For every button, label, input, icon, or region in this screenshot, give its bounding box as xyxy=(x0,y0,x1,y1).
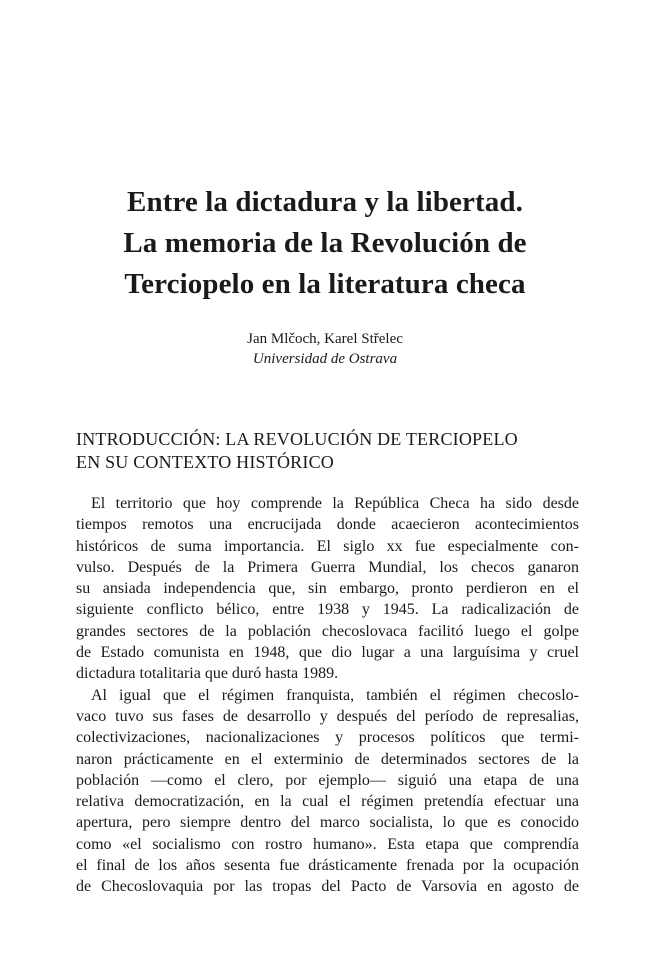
body-line: naron prácticamente en el exterminio de determinados sectores de la xyxy=(76,750,579,768)
body-line: dictadura totalitaria que duró hasta 1989. xyxy=(76,665,339,683)
body-line: su ansiada independencia que, sin embargo, pronto perdieron en el xyxy=(76,580,579,598)
title-line: La memoria de la Revolución de xyxy=(123,227,527,259)
affiliation: Universidad de Ostrava xyxy=(252,351,398,367)
section-heading xyxy=(76,428,586,474)
title-line: Entre la dictadura y la libertad. xyxy=(127,186,523,218)
title-line: Terciopelo en la literatura checa xyxy=(124,268,526,300)
body-line: tiempos remotos una encrucijada donde acaecieron acontecimientos xyxy=(76,516,579,534)
body-line: vulso. Después de la Primera Guerra Mundial, los checos ganaron xyxy=(76,558,579,576)
body-line: de Checoslovaquia por las tropas del Pacto de Varsovia en agosto de xyxy=(76,878,579,896)
body-line: vaco tuvo sus fases de desarrollo y después del período de represalias, xyxy=(76,707,579,725)
body-text xyxy=(76,493,579,898)
body-line: colectivizaciones, nacionalizaciones y procesos políticos que termi- xyxy=(76,729,579,747)
body-line: el final de los años sesenta fue drásticamente frenada por la ocupación xyxy=(76,857,579,875)
body-line: grandes sectores de la población checoslovaca facilitó luego el golpe xyxy=(76,622,579,640)
byline xyxy=(0,329,650,369)
section-heading-line: EN SU CONTEXTO HISTÓRICO xyxy=(76,452,334,472)
body-line: como «el socialismo con rostro humano». Esta etapa que comprendía xyxy=(76,835,579,853)
body-line: de Estado comunista en 1948, que dio lugar a una larguísima y cruel xyxy=(76,644,579,662)
section-heading-line: INTRODUCCIÓN: LA REVOLUCIÓN DE TERCIOPELO xyxy=(76,429,518,449)
body-line: población —como el clero, por ejemplo— siguió una etapa de una xyxy=(76,771,579,789)
body-line: relativa democratización, en la cual el régimen pretendía efectuar una xyxy=(76,793,579,811)
body-line: históricos de suma importancia. El siglo xx fue especialmente con- xyxy=(76,537,579,555)
body-line: Al igual que el régimen franquista, también el régimen checoslo- xyxy=(91,686,579,704)
article-title xyxy=(0,182,650,305)
body-line: apertura, pero siempre dentro del marco socialista, lo que es conocido xyxy=(76,814,579,832)
authors: Jan Mlčoch, Karel Střelec xyxy=(247,331,403,347)
body-line: El territorio que hoy comprende la República Checa ha sido desde xyxy=(91,495,579,512)
body-line: siguiente conflicto bélico, entre 1938 y 1945. La radicalización de xyxy=(76,601,579,619)
